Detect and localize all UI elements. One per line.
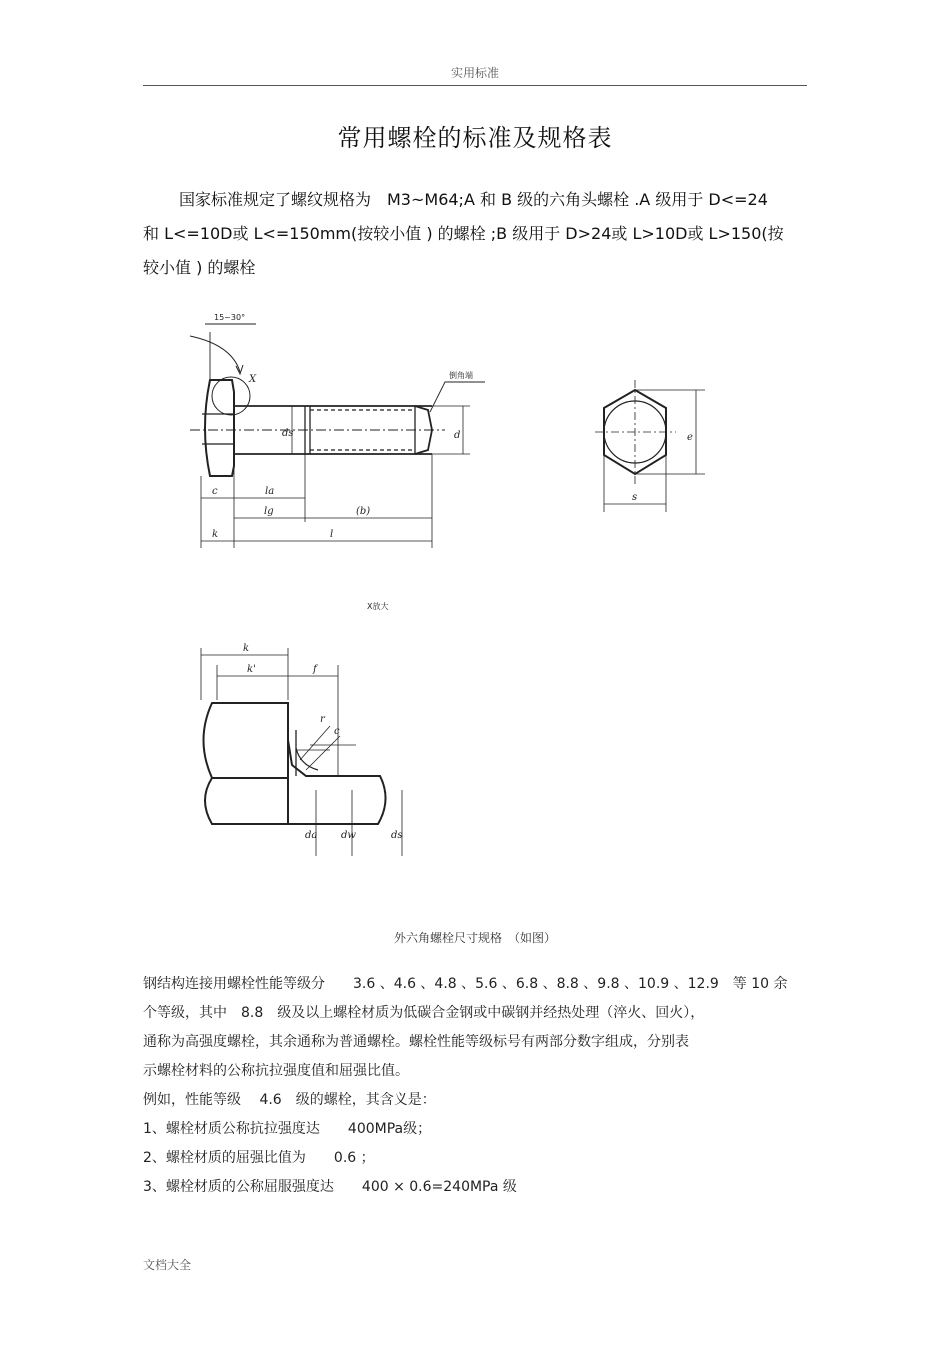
body-line-6: 1、螺栓材质公称抗拉强度达 400MPa级； — [143, 1121, 432, 1137]
body-line-1: 钢结构连接用螺栓性能等级分 3.6 、4.6 、4.8 、5.6 、6.8 、8.8 、9.8 、10.9 、12.9 等 10 余 — [143, 976, 788, 992]
x-mark-label: X — [249, 374, 257, 385]
page-footer: 文档大全 — [143, 1258, 192, 1272]
e-label: e — [687, 432, 693, 443]
detail-c-label: c — [334, 726, 340, 737]
chamfer-end-label: 倒角端 — [449, 371, 473, 380]
body-line-4: 示螺栓材料的公称抗拉强度值和屈强比值。 — [143, 1063, 409, 1079]
lg-label: lg — [264, 506, 274, 517]
body-line-5: 例如，性能等级 4.6 级的螺栓，其含义是： — [143, 1092, 436, 1108]
s-label: s — [632, 492, 638, 503]
k-prime-label: k' — [247, 664, 256, 675]
c-label: c — [212, 486, 218, 497]
l-label: l — [330, 529, 334, 540]
detail-k-label: k — [243, 643, 250, 654]
r-label: r — [320, 714, 325, 725]
intro-line-1: 国家标准规定了螺纹规格为 M3~M64;A 和 B 级的六角头螺栓 .A 级用于 D<=24 — [179, 190, 768, 209]
document-title: 常用螺栓的标准及规格表 — [337, 124, 613, 152]
dw-label: dw — [341, 830, 356, 841]
x-enlarged-label: X放大 — [367, 602, 389, 611]
body-text — [143, 970, 823, 1202]
f-label: f — [313, 664, 317, 675]
figure-caption: 外六角螺栓尺寸规格 （如图） — [393, 931, 556, 945]
body-line-3: 通称为高强度螺栓，其余通称为普通螺栓。螺栓性能等级标号有两部分数字组成，分别表 — [143, 1034, 689, 1050]
detail-ds-label: ds — [391, 830, 403, 841]
hexagon-end-view — [595, 380, 705, 512]
body-line-8: 3、螺栓材质的公称屈服强度达 400 × 0.6=240MPa 级 — [143, 1179, 517, 1195]
body-line-7: 2、螺栓材质的屈强比值为 0.6 ； — [143, 1150, 375, 1166]
k-label: k — [212, 529, 219, 540]
intro-line-3: 较小值 ) 的螺栓 — [143, 258, 256, 277]
b-label: (b) — [356, 506, 371, 517]
page-header: 实用标准 — [450, 66, 499, 80]
bolt-side-view — [190, 324, 485, 548]
la-label: la — [265, 486, 275, 497]
x-enlarged-detail — [201, 648, 402, 856]
intro-line-2: 和 L<=10D或 L<=150mm(按较小值 ) 的螺栓 ;B 级用于 D>24或 L>10D或 L>150(按 — [143, 224, 784, 243]
d-label: d — [454, 430, 461, 441]
angle-label: 15~30° — [214, 313, 246, 322]
body-line-2: 个等级，其中 8.8 级及以上螺栓材质为低碳合金钢或中碳钢并经热处理（淬火、回火）， — [143, 1005, 705, 1021]
ds-label: ds — [282, 428, 294, 439]
da-label: da — [305, 830, 318, 841]
